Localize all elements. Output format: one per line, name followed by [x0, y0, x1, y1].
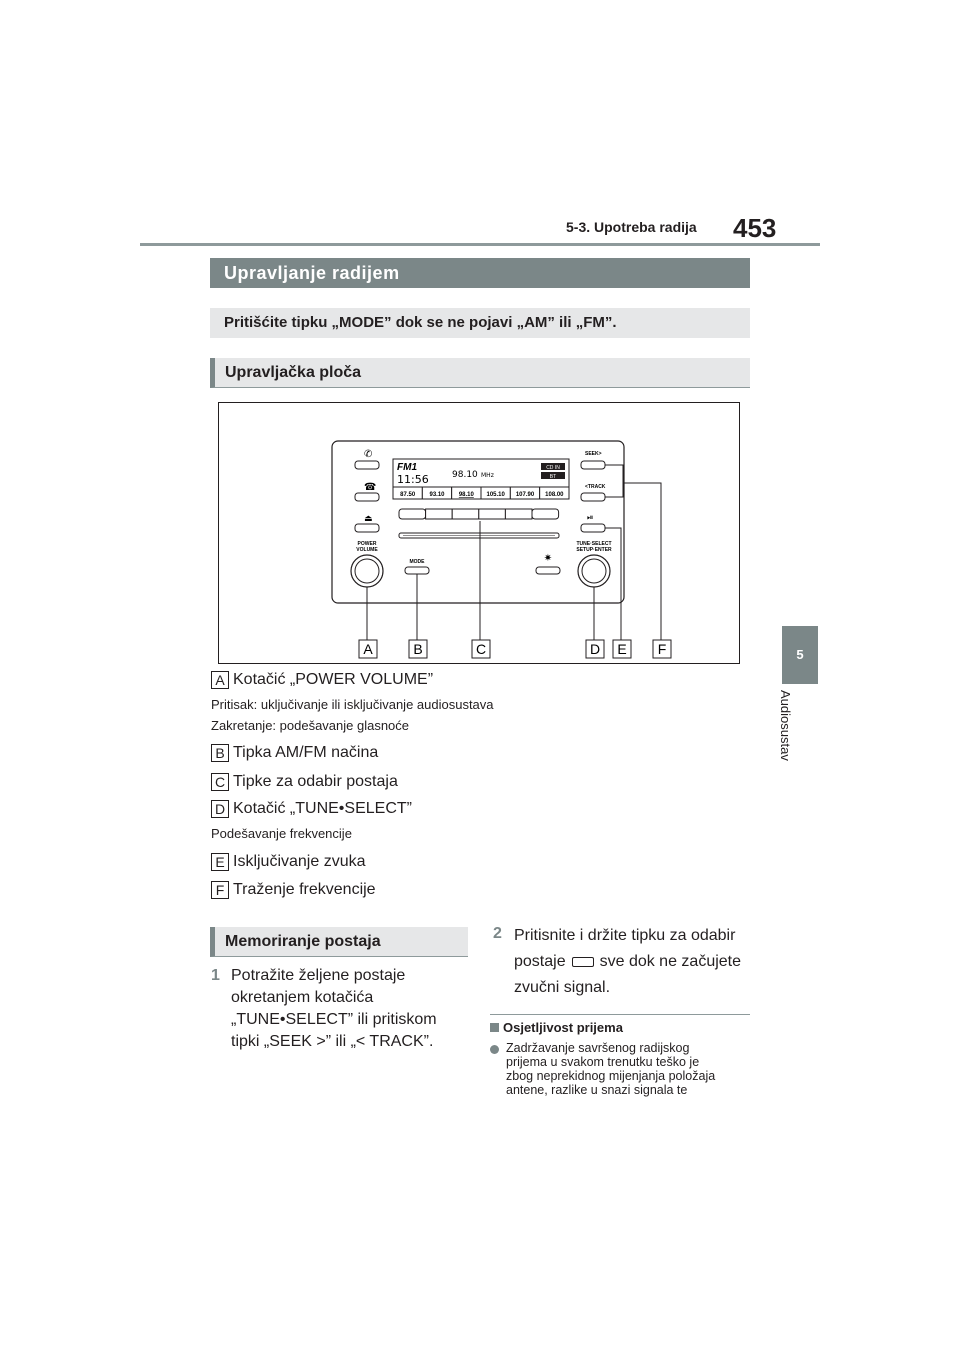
tune-select-knob-inner	[582, 559, 606, 583]
station-select-button	[505, 509, 532, 519]
legend-text: Tipka AM/FM načina	[233, 744, 379, 761]
legend-item	[211, 773, 398, 791]
legend-letter: A	[211, 671, 229, 689]
callout-letter: E	[617, 641, 627, 657]
station-select-button	[399, 509, 426, 519]
svg-text:BT: BT	[549, 474, 557, 480]
display-unit: MHz	[481, 472, 494, 479]
legend-text: Kotačić „POWER VOLUME”	[233, 671, 434, 688]
section-title: 5-3. Upotreba radija	[566, 219, 697, 235]
callout-letter: C	[475, 641, 487, 657]
legend-item	[211, 881, 376, 899]
callout-letter: A	[363, 641, 373, 657]
seek-button	[581, 461, 605, 469]
memory-heading: Memoriranje postaja	[210, 927, 468, 957]
chapter-label	[778, 690, 810, 790]
track-label: <TRACK	[585, 484, 606, 490]
legend-text: Traženje frekvencije	[233, 881, 376, 898]
svg-text:CD IN: CD IN	[546, 465, 560, 471]
header-rule	[140, 243, 820, 246]
legend-item	[211, 671, 494, 733]
station-select-button	[426, 509, 453, 519]
legend-letter: F	[211, 881, 229, 899]
station-select-button	[532, 509, 559, 519]
seek-label: SEEK>	[585, 451, 602, 457]
preset-value: 105.10	[486, 492, 505, 498]
callout-letter: B	[413, 641, 423, 657]
display-frequency: 98.10	[452, 470, 478, 480]
station-select-buttons	[399, 509, 559, 519]
main-heading: Upravljanje radijem	[210, 258, 750, 288]
preset-value: 107.90	[515, 492, 535, 498]
station-select-button	[479, 509, 506, 519]
brightness-button	[536, 567, 560, 574]
legend-subtext: Zakretanje: podešavanje glasnoće	[211, 718, 410, 734]
legend-subtext: Podešavanje frekvencije	[211, 826, 352, 842]
display-time: 11:56	[397, 473, 429, 486]
track-button	[581, 493, 605, 501]
preset-value: 98.10	[458, 492, 474, 498]
step-1-line: Potražite željene postaje	[231, 967, 406, 984]
call-button	[355, 461, 379, 469]
power-volume-label: POWER	[357, 541, 377, 547]
preset-button-icon	[572, 957, 594, 967]
mode-button	[405, 567, 429, 574]
svg-text:VOLUME: VOLUME	[356, 547, 378, 553]
step-1-line: „TUNE•SELECT” ili pritiskom	[231, 1011, 437, 1028]
brightness-icon: ✷	[543, 553, 553, 564]
note-box: Pritišćite tipku „MODE” dok se ne pojavi „AM” ili „FM”.	[210, 308, 750, 338]
svg-text:SETUP·ENTER: SETUP·ENTER	[576, 547, 612, 553]
callout-labels	[359, 640, 671, 658]
legend-item	[211, 800, 412, 841]
preset-value: 108.00	[545, 492, 564, 498]
control-panel-figure	[218, 402, 740, 664]
call-icon: ✆	[364, 449, 373, 460]
play-pause-button	[581, 524, 605, 532]
callout-letter: F	[657, 641, 667, 657]
round-bullet-icon	[490, 1045, 499, 1054]
legend-letter: C	[211, 773, 229, 791]
step-2-line: postaje sve dok ne začujete	[514, 953, 742, 970]
legend-subtext: Pritisak: uključivanje ili isključivanje audiosustava	[211, 697, 494, 713]
step-1-line: okretanjem kotačića	[231, 989, 374, 1006]
reception-heading: Osjetljivost prijema	[490, 1020, 623, 1035]
legend-text: Kotačić „TUNE•SELECT”	[233, 800, 412, 817]
step-1-text	[231, 965, 437, 1053]
hangup-icon: ☎	[364, 482, 377, 493]
legend-letter: D	[211, 800, 229, 818]
callout-letter: D	[589, 641, 601, 657]
divider	[490, 1014, 750, 1015]
control-panel-illustration	[219, 403, 739, 663]
preset-value: 93.10	[429, 492, 445, 498]
step-1-number: 1	[211, 967, 220, 984]
step-2-line: Pritisnite i držite tipku za odabir	[514, 927, 736, 944]
chapter-tab: 5	[782, 626, 818, 684]
square-bullet-icon	[490, 1023, 499, 1032]
tune-label: TUNE·SELECT	[576, 541, 612, 547]
eject-button	[355, 524, 379, 532]
reception-text: Zadržavanje savršenog radijskog prijema u svakom trenutku teško je zbog neprekidnog mijenjanja položaja antene, razlike u snazi signala te	[490, 1041, 715, 1097]
hangup-button	[355, 493, 379, 501]
step-2-number: 2	[493, 925, 502, 942]
power-volume-knob-inner	[355, 559, 379, 583]
step-2-text	[514, 923, 741, 1001]
legend-text: Tipke za odabir postaja	[233, 773, 398, 790]
play-pause-icon: ⏯	[587, 513, 594, 522]
step-1-line: tipki „SEEK >” ili „< TRACK”.	[231, 1033, 434, 1050]
eject-icon: ⏏	[364, 514, 373, 524]
preset-cells	[393, 487, 569, 499]
legend-item	[211, 744, 378, 762]
legend-letter: E	[211, 853, 229, 871]
station-select-button	[452, 509, 479, 519]
legend-item	[211, 853, 366, 871]
legend-text: Isključivanje zvuka	[233, 853, 366, 870]
panel-heading: Upravljačka ploča	[210, 358, 750, 388]
page-number: 453	[733, 213, 777, 243]
display-band: FM1	[397, 462, 417, 473]
preset-value: 87.50	[400, 492, 416, 498]
mode-label: MODE	[409, 559, 425, 565]
step-2-line: zvučni signal.	[514, 979, 611, 996]
legend-letter: B	[211, 744, 229, 762]
chapter-label-text: Audiosustav	[778, 690, 793, 761]
